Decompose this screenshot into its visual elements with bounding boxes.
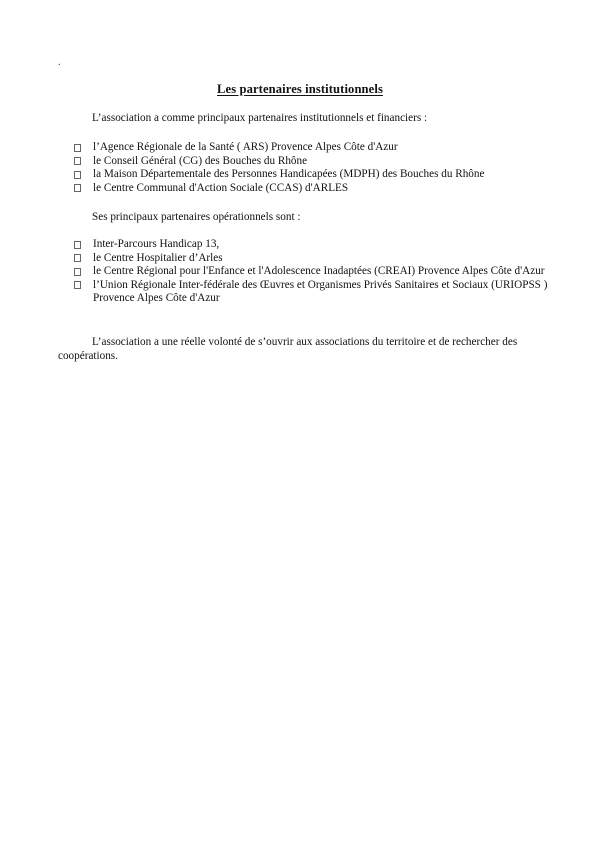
institutional-partners-list [58, 141, 550, 195]
empty-box-icon [74, 184, 81, 192]
list-item [58, 265, 550, 279]
list-item [58, 141, 550, 155]
list-item-text: le Centre Hospitalier d’Arles [93, 251, 223, 264]
list-item-text: la Maison Départementale des Personnes Handicapées (MDPH) des Bouches du Rhône [93, 168, 485, 180]
stray-mark: . [58, 57, 61, 68]
list-item-text: le Conseil Général (CG) des Bouches du Rhône [93, 154, 308, 167]
empty-box-icon [74, 268, 81, 276]
list-item [58, 168, 550, 182]
list-item [58, 238, 550, 252]
empty-box-icon [74, 144, 81, 152]
list-item [58, 155, 550, 169]
list-item-text: Inter-Parcours Handicap 13, [93, 238, 220, 250]
intro-institutional: L’association a comme principaux partenaires institutionnels et financiers : [92, 112, 428, 124]
list-item [58, 252, 550, 266]
list-item-text: le Centre Communal d'Action Sociale (CCAS) d'ARLES [93, 181, 349, 194]
list-item-text: l’Agence Régionale de la Santé ( ARS) Provence Alpes Côte d'Azur [93, 141, 398, 153]
intro-operational: Ses principaux partenaires opérationnels sont : [92, 211, 301, 223]
list-item [58, 182, 550, 196]
operational-partners-list [58, 238, 550, 306]
empty-box-icon [74, 157, 81, 165]
page-title: Les partenaires institutionnels [217, 82, 383, 96]
empty-box-icon [74, 171, 81, 179]
empty-box-icon [74, 254, 81, 262]
closing-paragraph: L’association a une réelle volonté de s’ouvrir aux associations du territoire et de rechercher des coopérations. [58, 336, 518, 362]
list-item-text: le Centre Régional pour l'Enfance et l'Adolescence Inadaptées (CREAI) Provence Alpes Côte d'Azur [93, 265, 545, 277]
list-item-text: l’Union Régionale Inter-fédérale des Œuvres et Organismes Privés Sanitaires et Sociaux (URIOPSS ) Provence Alpes Côte d'Azur [93, 278, 548, 304]
empty-box-icon [74, 241, 81, 249]
list-item [58, 279, 550, 306]
empty-box-icon [74, 281, 81, 289]
